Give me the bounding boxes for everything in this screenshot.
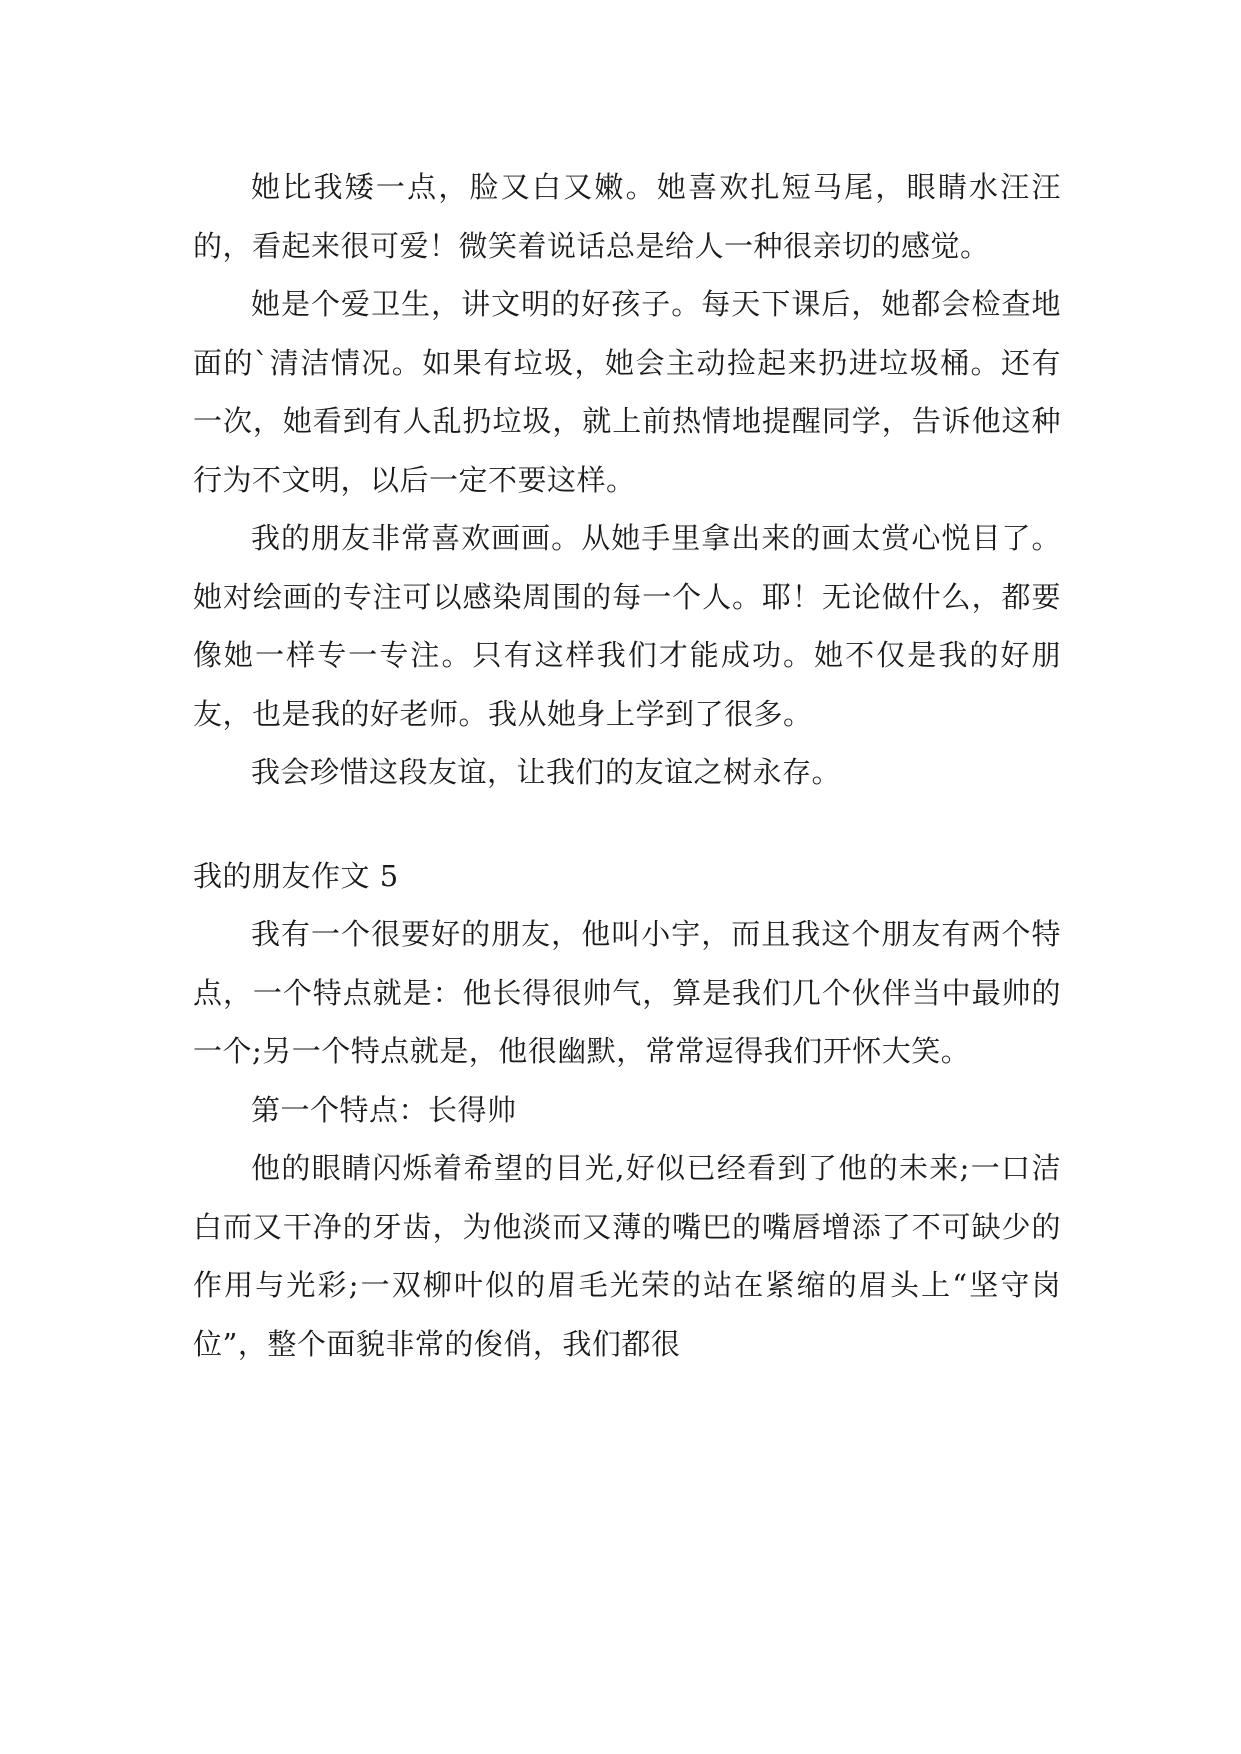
paragraph-drawing: 我的朋友非常喜欢画画。从她手里拿出来的画太赏心悦目了。她对绘画的专注可以感染周围的每一个人。耶！无论做什么，都要像她一样专一专注。只有这样我们才能成功。她不仅是我的好朋友，也是我的好老师。我从她身上学到了很多。 <box>193 521 1061 731</box>
paragraph-subheading: 第一个特点：长得帅 <box>251 1092 517 1127</box>
paragraph-hygiene: 她是个爱卫生，讲文明的好孩子。每天下课后，她都会检查地面的`清洁情况。如果有垃圾，她会主动捡起来扔进垃圾桶。还有一次，她看到有人乱扔垃圾，就上前热情地提醒同学，告诉他这种行为不文明，以后一定不要这样。 <box>193 287 1061 497</box>
paragraph-appearance: 她比我矮一点，脸又白又嫩。她喜欢扎短马尾，眼睛水汪汪的，看起来很可爱！微笑着说话总是给人一种很亲切的感觉。 <box>193 170 1061 263</box>
paragraph-intro: 我有一个很要好的朋友，他叫小宇，而且我这个朋友有两个特点，一个特点就是：他长得很帅气，算是我们几个伙伴当中最帅的一个;另一个特点就是，他很幽默，常常逗得我们开怀大笑。 <box>193 917 1061 1068</box>
section-heading: 我的朋友作文 5 <box>193 858 399 893</box>
document-body <box>193 158 1061 1373</box>
paragraph-description: 他的眼睛闪烁着希望的目光,好似已经看到了他的未来;一口洁白而又干净的牙齿，为他淡而又薄的嘴巴的嘴唇增添了不可缺少的作用与光彩;一双柳叶似的眉毛光荣的站在紧缩的眉头上“坚守岗位”，整个面貌非常的俊俏，我们都很 <box>193 1151 1061 1361</box>
paragraph-friendship: 我会珍惜这段友谊，让我们的友谊之树永存。 <box>251 755 842 789</box>
